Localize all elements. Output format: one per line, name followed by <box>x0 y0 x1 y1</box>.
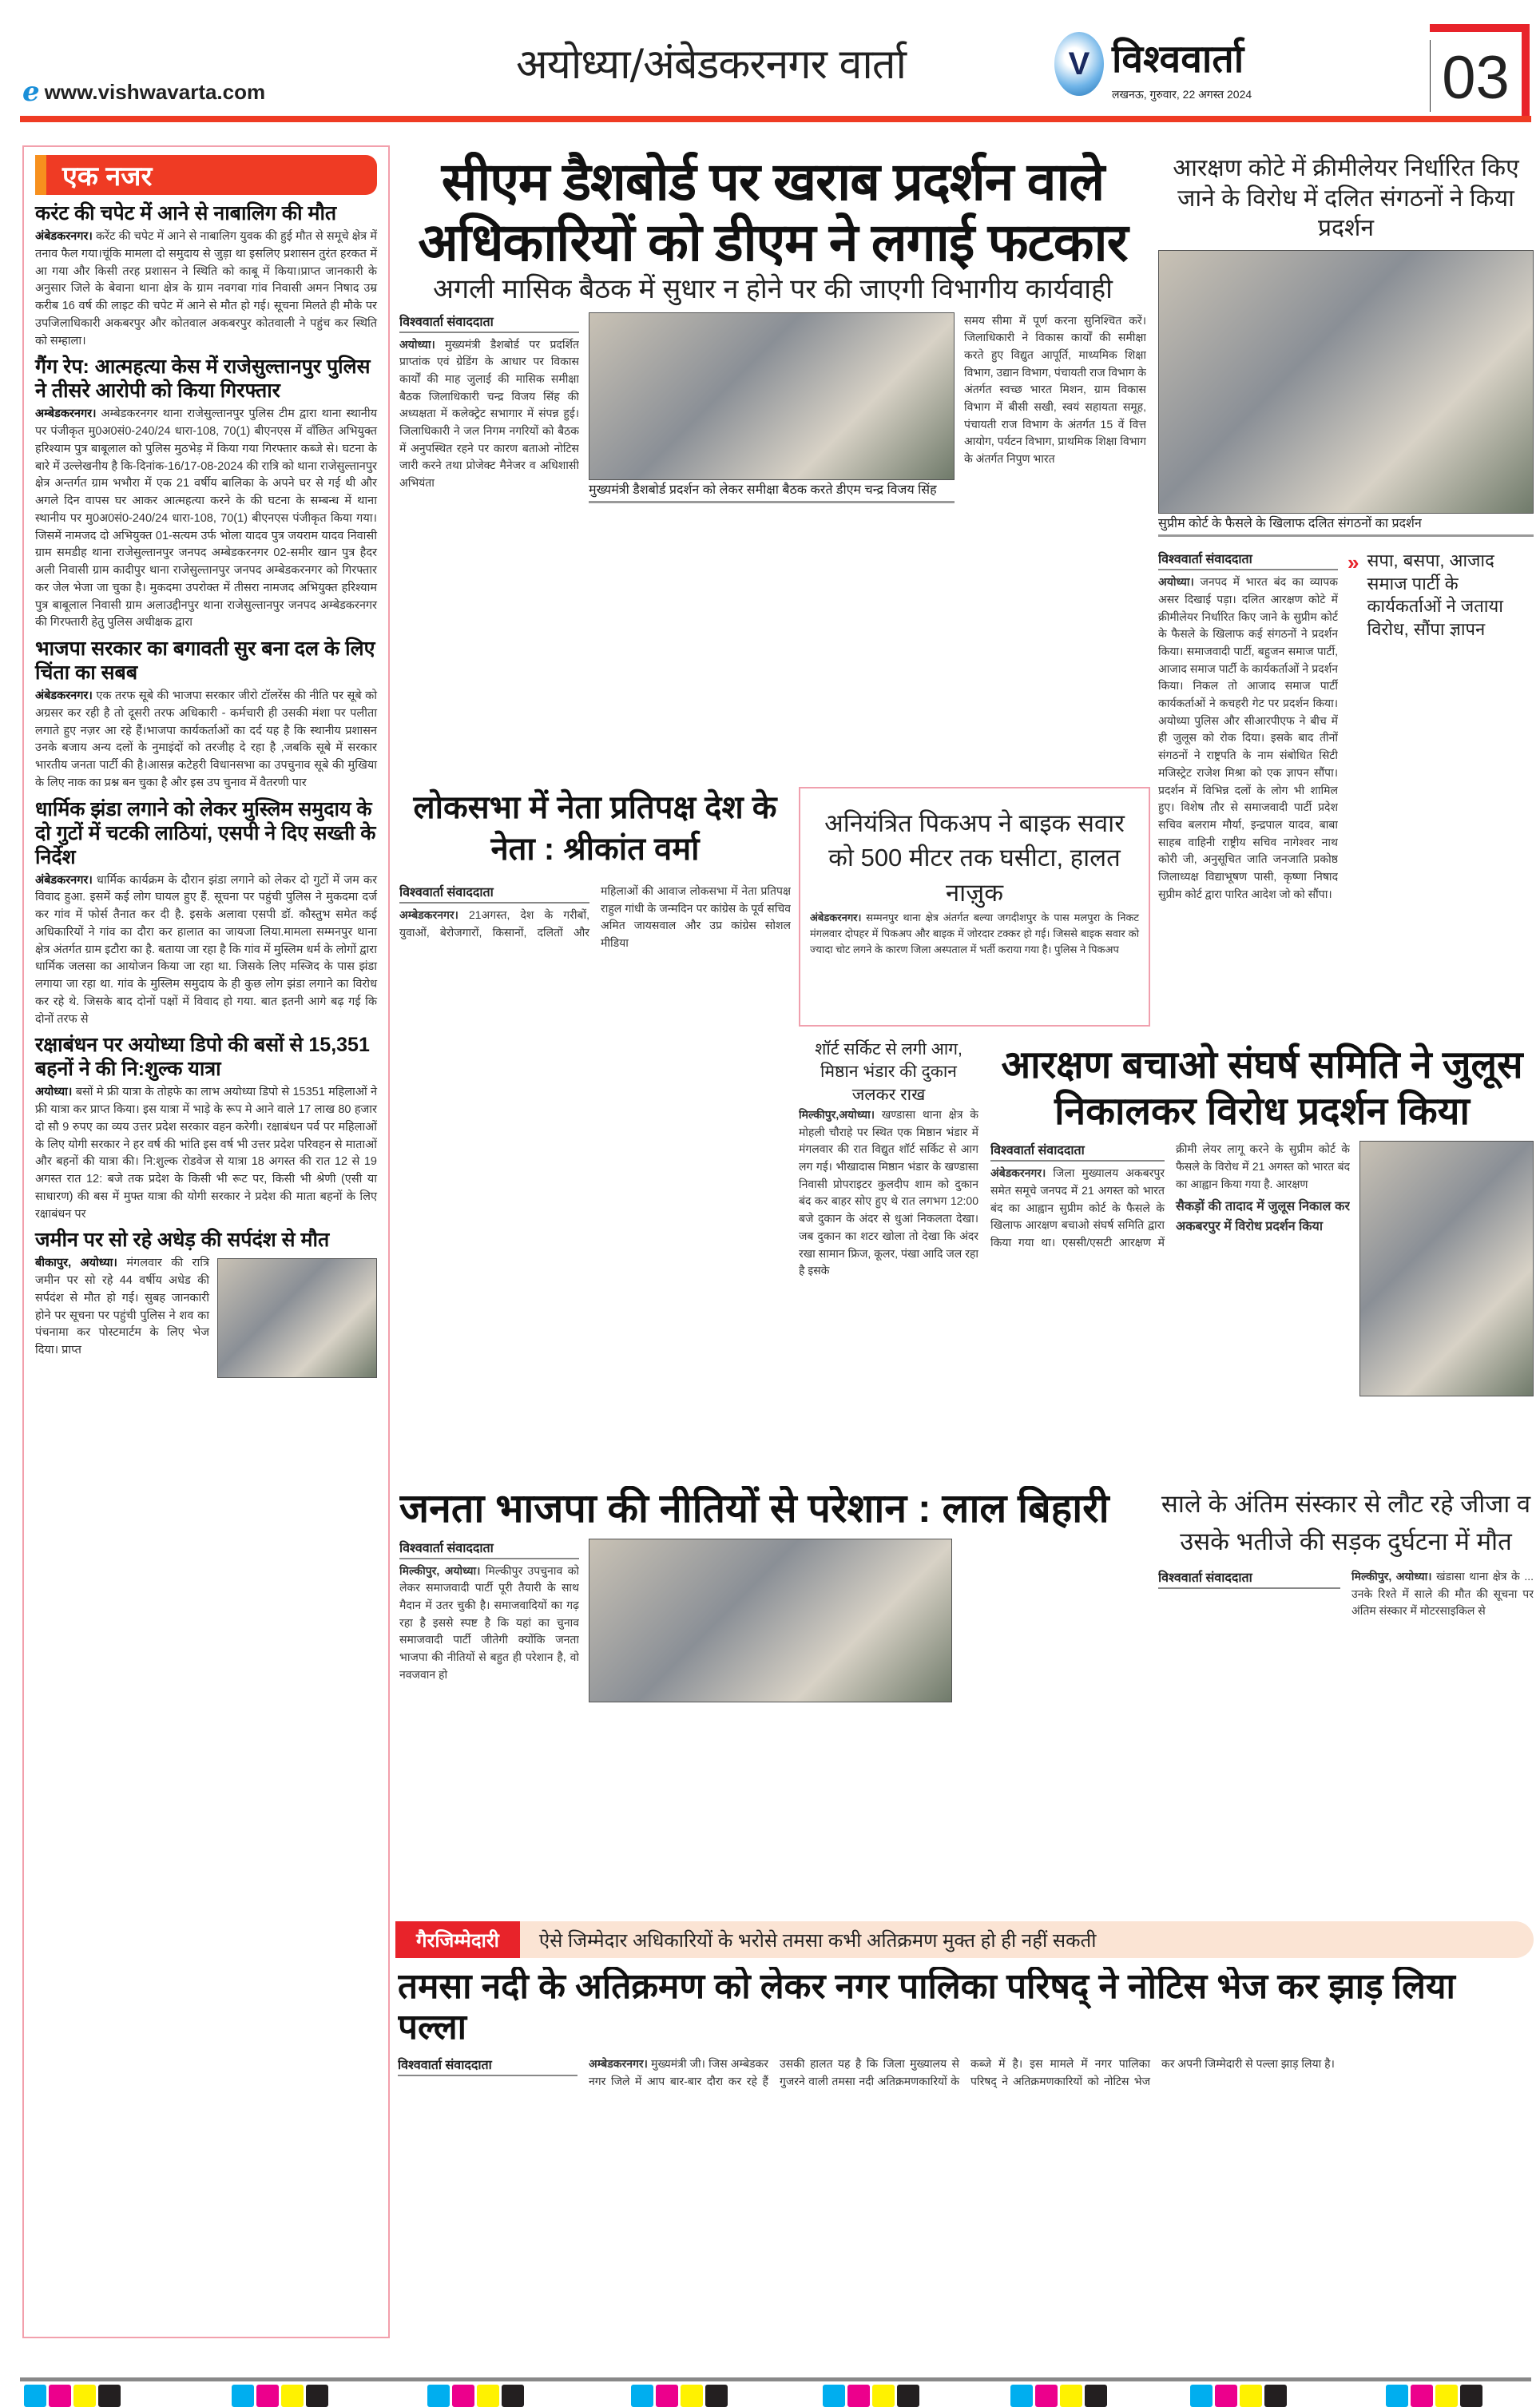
dateline: अयोध्या। <box>1158 575 1194 589</box>
dateline: अम्बेडकरनगर। <box>589 2057 648 2071</box>
dateline: लखनऊ, गुरुवार, 22 अगस्त 2024 <box>1112 88 1252 101</box>
ek-nazar-badge: एक नजर <box>35 155 377 195</box>
sp-leaders-photo <box>589 1539 952 1702</box>
registration-color-marks <box>631 2385 728 2407</box>
fire-story <box>799 1039 978 1454</box>
body-text: जनपद में भारत बंद का व्यापक असर दिखाई पड़ा। दलित आरक्षण कोटे में क्रीमीलेयर निर्धारित किए जाने के सुप्रीम कोर्ट के फैसले के खिलाफ कई संगठनों ने प्रदर्शन किया। समाजवादी पार्टी, बहुजन समाज पार्टी, आजाद समाज पार्टी के कार्यकर्ताओं ने प्रदर्शन किया। निकल तो आजाद समाज पार्टी कार्यकर्ताओं ने कचहरी गेट पर प्रदर्शन किया। अयोध्या पुलिस और सीआरपीएफ ने बीच में ही जुलूस को रोक दिया। इसके बाद तीनों संगठनों ने राष्ट्रपति के नाम संबोधित सिटी मजिस्ट्रेट राजेश मिश्रा को एक ज्ञापन सौंपा। प्रदर्शन में विभिन्न दलों के लोग भी शामिल हुए। विशेष तौर से समाजवादी पार्टी प्रदेश सचिव बलराम मौर्या, इन्द्रपाल यादव, बाबा साहब वाहिनी राष्ट्रीय सचिव नागेश्वर नाथ कोरी जी, अनुसूचित जाति जनजाति प्रकोष्ठ जिलाध्यक्ष विद्याभूषण पासी, कृष्णा निषाद सुप्रीम कोर्ट द्वारा पारित आदेश जो को सौंपा। <box>1158 575 1338 900</box>
left-story <box>35 797 377 1029</box>
registration-color-marks <box>1190 2385 1287 2407</box>
dateline: अंबेडकरनगर। <box>35 873 93 887</box>
right-story <box>1158 153 1534 1028</box>
loksabha-headline: लोकसभा में नेता प्रतिपक्ष देश के नेता : श्रीकांत वर्मा <box>413 790 777 867</box>
dateline: मिल्कीपुर,अयोध्या। <box>799 1108 875 1122</box>
gair-zimmedari-bar <box>395 1921 1534 1958</box>
dateline: अयोध्या। <box>399 337 435 351</box>
dateline: अंबेडकरनगर। <box>810 912 862 924</box>
tamsa-headline: तमसा नदी के अतिक्रमण को लेकर नगर पालिका परिषद् ने नोटिस भेज कर झाड़ लिया पल्ला <box>398 1967 1455 2047</box>
dateline: बीकापुर, अयोध्या। <box>35 1257 117 1270</box>
byline: विश्ववार्ता संवाददाता <box>399 883 589 904</box>
body-text: खंडासा थाना क्षेत्र के ... उनके रिश्ते में साले की मौत की सूचना पर अंतिम संस्कार में मोटरसाइकिल से <box>1351 1570 1534 1618</box>
body-text: 21अगस्त, देश के गरीबों, युवाओं, बेरोजगारों, किसानों, दलितों और महिलाओं की आवाज लोकसभा में नेता प्रतिपक्ष राहुल गांधी के जन्मदिन पर कांग्रेस के पूर्व सचिव अमित जायसवाल और उप्र कांग्रेस सोशल मीडिया <box>399 884 791 950</box>
newspaper-logo <box>1054 32 1422 102</box>
byline: विश्ववार्ता संवाददाता <box>990 1141 1165 1162</box>
body-text: मंगलवार की रात्रि जमीन पर सो रहे 44 वर्षीय अधेड की सर्पदंश से मौत हो गई। सुबह जानकारी होने पर सूचना पर पहुंची पुलिस ने शव का पंचनामा कर पोस्टमार्टम के लिए भेज दिया। प्राप्त <box>35 1257 210 1356</box>
main-photo-block <box>589 312 955 771</box>
main-headline-line2: अधिकारियों को डीएम ने लगाई फटकार <box>418 212 1128 272</box>
gair-zimmedari-tag: गैरजिम्मेदारी <box>395 1921 520 1958</box>
header-divider <box>20 116 1531 122</box>
left-story <box>35 1033 377 1223</box>
body-text: मिल्कीपुर उपचुनाव को लेकर समाजवादी पार्टी पूरी तैयारी के साथ मैदान में उतर चुकी है। समाजवादियों का गढ़ रहा है इससे स्पष्ट है कि यहां का चुनाव समाजवादी पार्टी जीतेगी क्योंकि जनता भाजपा की नीतियों से बहुत ही परेशान है, वो नवजवान हो <box>399 1563 579 1681</box>
registration-color-marks <box>1386 2385 1482 2407</box>
lalbihari-col1 <box>399 1539 579 1910</box>
main-story <box>399 152 1146 771</box>
browser-e-icon: e <box>22 76 40 108</box>
protest-photo <box>1158 250 1534 514</box>
registration-color-marks <box>427 2385 524 2407</box>
dateline: अम्बेडकरनगर। <box>35 407 97 421</box>
body-text: मुख्यमंत्री जी। जिस अम्बेडकर नगर जिले में आप बार-बार दौरा कर रहे हैं उसकी हालत यह है कि जिला मुख्यालय से गुजरने वाली तमसा नदी अतिक्रमणकारियों के कब्जे में है। इस मामले में नगर पालिका परिषद् ने अतिक्रमणकारियों को नोटिस भेज कर अपनी जिम्मेदारी से पल्ला झाड़ लिया है। <box>589 2057 1335 2087</box>
registration-color-marks <box>24 2385 121 2407</box>
accident-body <box>1158 1568 1534 1909</box>
protest-story <box>990 1043 1534 1454</box>
dateline: अम्बेडकरनगर। <box>399 908 458 921</box>
body-text: मुख्यमंत्री डैशबोर्ड पर प्रदर्शित प्राप्तांक एवं ग्रेडिंग के आधार पर विकास कार्यों की माह जुलाई की मासिक समीक्षा बैठक जिलाधिकारी चन्द्र विजय सिंह की अध्यक्षता में कलेक्ट्रेट सभागार में संपन्न हुई। जिलाधिकारी ने जल निगम नगरियों को बैठक में अनुपस्थित रहने पर कारण बताओ नोटिस जारी करने तथा प्रोजेक्ट मैनेजर व अधिशासी अभियंता <box>399 337 579 490</box>
byline: विश्ववार्ता संवाददाता <box>399 312 579 333</box>
logo-name: विश्ववार्ता <box>1112 38 1244 81</box>
left-story-headline: करंट की चपेट में आने से नाबालिग की मौत <box>35 202 337 224</box>
page-number: 03 <box>1430 24 1530 121</box>
photo-caption: सुप्रीम कोर्ट के फैसले के खिलाफ दलित संगठनों का प्रदर्शन <box>1158 514 1534 538</box>
registration-color-marks <box>1010 2385 1107 2407</box>
byline: विश्ववार्ता संवाददाता <box>398 2055 578 2076</box>
dateline: अंबेडकरनगर। <box>990 1166 1046 1180</box>
dateline: अयोध्या। <box>35 1086 73 1099</box>
left-story-headline: गैंग रेप: आत्महत्या केस में राजेसुल्तानपुर पुलिस ने तीसरे आरोपी को किया गिरफ्तार <box>35 355 371 403</box>
dateline: अंबेडकरनगर। <box>35 230 93 243</box>
loksabha-story <box>399 787 791 1450</box>
dateline: मिल्कीपुर, अयोध्या। <box>399 1563 481 1577</box>
subhead: सैकड़ों की तादाद में जुलूस निकाल कर अकबरपुर में विरोध प्रदर्शन किया <box>1176 1200 1350 1234</box>
double-chevron-icon: » <box>1348 550 1359 575</box>
left-story <box>35 355 377 632</box>
left-story <box>35 1228 377 1360</box>
main-story-col4 <box>964 312 1146 771</box>
accident-headline: साले के अंतिम संस्कार से लौट रहे जीजा व उसके भतीजे की सड़क दुर्घटना में मौत <box>1161 1490 1531 1555</box>
left-story-headline: धार्मिक झंडा लगाने को लेकर मुस्लिम समुदाय के दो गुटों में चटकी लाठियां, एसपी ने दिए सख्ती के निर्देश <box>35 797 376 868</box>
pickup-story <box>799 787 1150 1027</box>
lalbihari-headline: जनता भाजपा की नीतियों से परेशान : लाल बिहारी <box>399 1486 1109 1531</box>
left-story <box>35 201 377 350</box>
tagline: ऐसे जिम्मेदार अधिकारियों के भरोसे तमसा कभी अतिक्रमण मुक्त हो ही नहीं सकती <box>538 1929 1097 1952</box>
registration-color-marks <box>823 2385 919 2407</box>
left-story-headline: भाजपा सरकार का बगावती सुर बना दल के लिए चिंता का सबब <box>35 637 375 684</box>
ek-nazar-column <box>22 145 390 2338</box>
tamsa-story <box>398 1967 1532 2342</box>
body-text: सम्मनपुर थाना क्षेत्र अंतर्गत बल्या जगदीशपुर के पास मलपुरा के निकट मंगलवार दोपहर में पिकअप और बाइक में जोरदार टक्कर हो गई। जिससे बाइक सवार को ज्यादा चोट लगने के कारण जिला अस्पताल में भर्ती कराया गया है। पुलिस ने पिकअप <box>810 912 1139 956</box>
globe-v-logo-icon: V <box>1054 32 1104 96</box>
main-story-col1 <box>399 312 579 771</box>
fire-headline: शॉर्ट सर्किट से लगी आग, मिष्ठान भंडार की दुकान जलकर राख <box>815 1040 963 1104</box>
body-text: बसों मे फ्री यात्रा के तोहफे का लाभ अयोध्या डिपो से 15351 महिलाओं ने फ्री यात्रा कर प्राप्त किया। इस यात्रा में भाड़े के रूप मे आने वाले 17 लाख 80 हजार दो सौ 9 रुपए का व्यय उत्तर प्रदेश सरकार वहन करेगी। रक्षाबंधन पर्व पर महिलाओं के लिए योगी सरकार ने हर वर्ष की भांति इस वर्ष भी उत्तर प्रदेश परिवहन से माताओं और बहनों की यात्रा की। नि:शुल्क रोडवेज से यात्रा 18 अगस्त की रात 12 से 19 अगस्त रात 12: बजे तक प्रदेश के किसी भी रूट पर, किसी भी श्रेणी (एसी या साधारण) की बस में मुफ्त यात्रा की योगी सरकार ने प्रदेश की माता बहनों के लिए रक्षाबंधन पर <box>35 1086 378 1221</box>
footer-rule <box>20 2377 1531 2381</box>
byline: विश्ववार्ता संवाददाता <box>1158 550 1338 570</box>
website-url[interactable]: e www.vishwavarta.com <box>22 76 266 108</box>
dm-meeting-photo <box>589 312 955 480</box>
byline: विश्ववार्ता संवाददाता <box>399 1539 579 1559</box>
right-headline: आरक्षण कोटे में क्रीमीलेयर निर्धारित किए जाने के विरोध में दलित संगठनों ने किया प्रदर्शन <box>1173 155 1519 241</box>
body-text: एक तरफ सूबे की भाजपा सरकार जीरो टॉलरेंस की नीति पर सूबे को अग्रसर कर रही है तो दूसरी तरफ अधिकारी - कर्मचारी ही उसकी मंशा पर पलीता लगाते हुए नज़र आ रहे हैं।भाजपा कार्यकर्ताओं का दर्द यह है कि स्थानीय प्रशासन उनके बजाय अन्य दलों के नुमाइंदों को तरजीह दे रहा है ,जबकि सूबे में सरकार भारतीय जनता पार्टी की है।आसन्न कटेहरी विधानसभा का उपचुनाव सूबे की मुखिया के लिए नाक का प्रश्न बन चुका है और इस उप चुनाव में वैतरणी पार <box>35 689 378 789</box>
body-text: करेंट की चपेट में आने से नाबालिग युवक की हुई मौत से समूचे क्षेत्र में तनाव फैल गया।चूंकि मामला दो समुदाय से जुड़ा था इसलिए प्रशासन तुरंत हरकत में आ गया और किसी तरह प्रशासन ने स्थिति को काबू में किया।प्राप्त जानकारी के अनुसार जिले के बेवाना थाना क्षेत्र के ग्राम नवगवा गांव निवासी अमन निषाद उम्र करीब 16 वर्ष की लाइट की चपेट में आने से मौत हो गई। सूचना मिलते ही मौके पर उपजिलाधिकारी अकबरपुर और कोतवाल अकबरपुर कोतवाली ने पहुंच कर स्थिति को सम्हाला। <box>35 230 377 348</box>
body-text: धार्मिक कार्यक्रम के दौरान झंडा लगाने को लेकर दो गुटों में जम कर विवाद हुआ. इसमें कई लोग घायल हुए हैं. सूचना पर पहुंची पुलिस ने मुकदमा दर्ज कर गांव में फोर्स तैनात कर दी है. इसके अलावा एसपी डॉ. कौस्तुभ समेत कई अधिकारियों ने गांव का दौरा कर हालात का जायजा लिया.मामला सम्मनपुर थाना क्षेत्र अंतर्गत ग्राम इटौरा का है. बताया जा रहा है कि गांव में मुस्लिम धर्म के लोगों द्वारा धार्मिक जलसा का आयोजन किया जा रहा था. जिसके लिए मस्जिद के पास झंडा लगाया जा रहा था. गांव के मुस्लिम समुदाय के ही कुछ लोग झंडा लगाने का विरोध कर रहे थे. जिसके बाद दोनों पक्षों में विवाद हो गया. बात इतनी आगे बढ़ गई कि दोनों तरफ से <box>35 873 377 1026</box>
body-text: अम्बेडकरनगर थाना राजेसुल्तानपुर पुलिस टीम द्वारा थाना स्थानीय पर पंजीकृत मु0अ0सं0-240/24 धारा-108, 70(1) बीएनएस में वाँछित अभियुक्त हरिश्याम पुत्र बाबूलाल को पुलिस मुठभेड़ में किया गया गिरफ्तार कब्जे से। घटना के बारे में उल्लेखनीय है कि-दिनांक-16/17-08-2024 की रात्रि को थाना राजेसुल्तानपुर क्षेत्र अन्तर्गत ग्राम भभौरा में एक 21 वर्षीय बालिका के अपने घर से गई थी और अगले दिन वापस घर आकर आत्महत्या करने के की घटना के सम्बन्ध में थाना स्थानीय पर मु0अ0सं0-240/24 धारा-108, 70(1) बीएनएस पंजीकृत किया गया। जिसमें नामजद दो अभियुक्त 01-सत्यम उर्फ भोला यादव पुत्र जयराम यादव निवासी ग्राम समडीह थाना राजेसुल्तानपुर जनपद अम्बेडकरनगर 02-समीर खान पुत्र हैदर अली निवासी ग्राम कादीपुर थाना राजेसुल्तानपुर जनपद अम्बेडकरनगर को गिरफ्तार कर जेल भेजा जा चुका है। मुकदमा उपरोक्त में तीसरा नामजद अभियुक्त हरिश्याम पुत्र बाबूलाल निवासी ग्राम अलाउद्दीनपुर थाना राजेसुल्तानपुर जनपद अम्बेडकरनगर की गिरफ्तारी हेतु पुलिस अधीक्षक द्वारा <box>35 407 377 630</box>
byline: विश्ववार्ता संवाददाता <box>1158 1568 1340 1589</box>
pickup-headline: अनियंत्रित पिकअप ने बाइक सवार को 500 मीटर तक घसीटा, हालत नाज़ुक <box>824 809 1125 907</box>
photo-caption: मुख्यमंत्री डैशबोर्ड प्रदर्शन को लेकर समीक्षा बैठक करते डीएम चन्द्र विजय सिंह <box>589 480 955 504</box>
body-text: जिला मुख्यालय अकबरपुर समेत समूचे जनपद में 21 अगस्त को भारत बंद का आह्वान सुप्रीम कोर्ट के फैसले के खिलाफ आरक्षण बचाओ संघर्ष समिति द्वारा किया गया था। एससी/एसटी आरक्षण में क्रीमी लेयर लागू करने के सुप्रीम कोर्ट के फैसले के विरोध में 21 अगस्त को भारत बंद का आह्वान किया गया है. आरक्षण <box>990 1142 1350 1249</box>
body-text: खण्डासा थाना क्षेत्र के मोहली चौराहे पर स्थित एक मिष्ठान भंडार में मंगलवार की रात विद्युत शॉर्ट सर्किट से आग लग गई। भीखादास मिष्ठान भंडार के खण्डासा निवासी प्रोपराइटर कुलदीप शाम को दुकान बंद कर बाहर सोए हुए थे रात लगभग 12:00 बजे दुकान के अंदर से धुआं निकलता देखा। जब दुकान का शटर खोला तो देखा कि अंदर रखा सामान फ्रिज, कूलर, पंखा आदि जल रहा है इसके <box>799 1108 978 1277</box>
right-story-col1 <box>1158 550 1338 1028</box>
pull-quote: » सपा, बसपा, आजाद समाज पार्टी के कार्यकर्ताओं ने जताया विरोध, सौंपा ज्ञापन <box>1348 550 1534 641</box>
left-story-headline: रक्षाबंधन पर अयोध्या डिपो की बसों से 15,351 बहनों ने की नि:शुल्क यात्रा <box>35 1034 370 1081</box>
dateline: अंबेडकरनगर। <box>35 689 93 702</box>
lalbihari-story <box>399 1486 1150 1909</box>
main-subheadline: अगली मासिक बैठक में सुधार न होने पर की जाएगी विभागीय कार्यवाही <box>433 273 1113 304</box>
tamsa-body <box>398 2055 1532 2342</box>
protest-body <box>990 1141 1350 1454</box>
snakebite-photo <box>217 1258 377 1378</box>
left-story-headline: जमीन पर सो रहे अधेड़ की सर्पदंश से मौत <box>35 1229 330 1252</box>
main-headline-line1: सीएम डैशबोर्ड पर खराब प्रदर्शन वाले <box>441 152 1105 211</box>
section-title: अयोध्या/अंबेडकरनगर वार्ता <box>516 41 906 89</box>
protest-march-photo <box>1359 1141 1534 1396</box>
accident-story <box>1158 1486 1534 1909</box>
registration-color-marks <box>232 2385 328 2407</box>
dateline: मिल्कीपुर, अयोध्या। <box>1351 1570 1432 1583</box>
body-text: समय सीमा में पूर्ण करना सुनिश्चित करें। जिलाधिकारी ने विकास कार्यों की समीक्षा करते हुए विद्युत आपूर्ति, माध्यमिक शिक्षा विभाग, उद्यान विभाग, पंचायती राज विभाग के अंतर्गत स्वच्छ भारत मिशन, ग्राम विकास विभाग में बीसी सखी, स्वयं सहायता समूह, पंचायती राज विभाग के अंतर्गत 15 वें वित्त आयोग, पर्यटन विभाग, प्राथमिक शिक्षा विभाग के अंतर्गत निपुण भारत <box>964 313 1146 466</box>
left-story <box>35 637 377 792</box>
protest-headline: आरक्षण बचाओ संघर्ष समिति ने जुलूस निकालकर विरोध प्रदर्शन किया <box>1001 1044 1523 1133</box>
